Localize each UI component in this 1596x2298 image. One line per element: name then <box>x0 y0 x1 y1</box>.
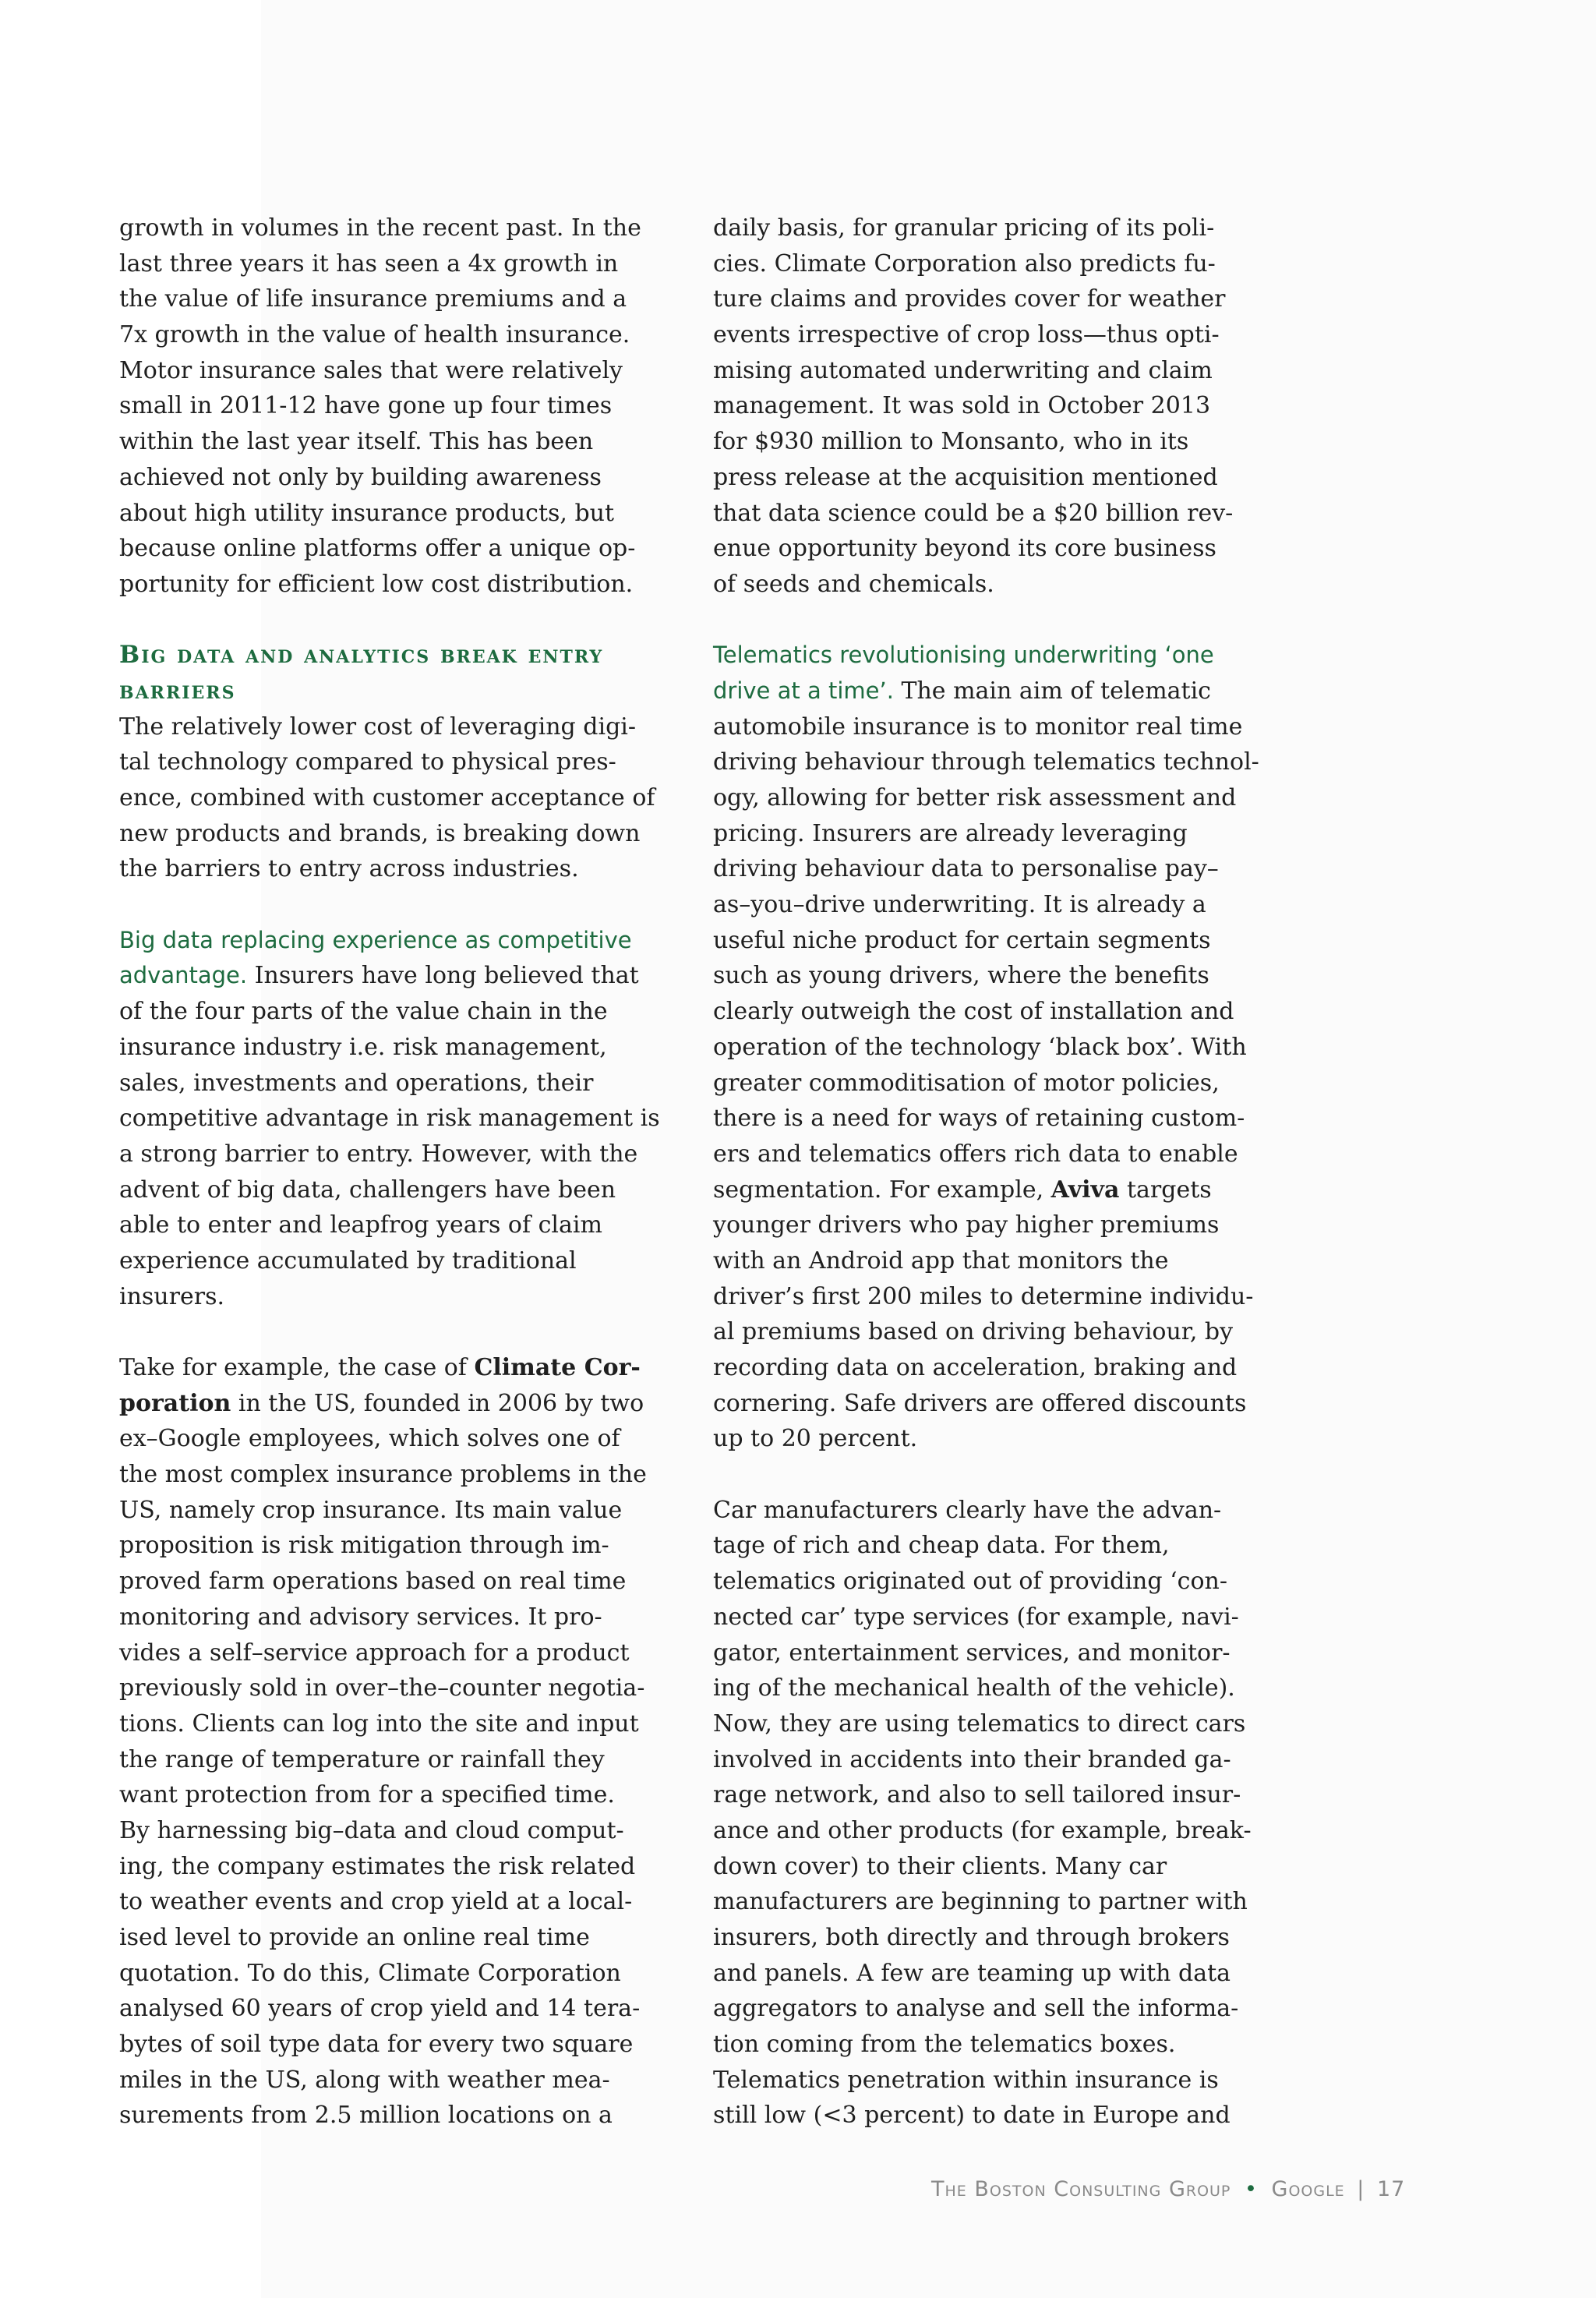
text-line <box>119 1350 688 1386</box>
text-line: of seeds and chemicals. <box>713 570 994 598</box>
text-line <box>119 1386 688 1422</box>
text-line: that data science could be a $20 billion rev- <box>713 499 1234 527</box>
text-fragment: Insurers have long believed that <box>247 962 639 990</box>
text-fragment: in the US, founded in 2006 by two <box>231 1389 644 1417</box>
text-line: ing of the mechanical health of the vehicle). <box>713 1674 1235 1702</box>
text-line: proved farm operations based on real time <box>119 1568 627 1596</box>
text-line: ogy, allowing for better risk assessment and <box>713 784 1237 811</box>
text-line: insurance industry i.e. risk management, <box>119 1033 607 1061</box>
paragraph-gap <box>119 603 688 638</box>
text-line <box>119 958 688 994</box>
left-paragraph-2 <box>119 709 688 887</box>
text-line: of the four parts of the value chain in the <box>119 998 608 1026</box>
subheading-tail: drive at a time’. <box>713 677 894 704</box>
text-line: press release at the acquisition mentioned <box>713 463 1218 491</box>
subheading-tail: advantage. <box>119 962 248 989</box>
company-name-bold: poration <box>119 1389 231 1417</box>
text-line: still low (<3 percent) to date in Europe and <box>713 2102 1231 2130</box>
left-column <box>119 210 688 2134</box>
text-line: cies. Climate Corporation also predicts fu- <box>713 249 1216 278</box>
text-line: the barriers to entry across industries. <box>119 855 579 883</box>
text-line: driver’s first 200 miles to determine individu- <box>713 1282 1254 1310</box>
text-fragment: Take for example, the case of <box>119 1354 475 1381</box>
text-line: up to 20 percent. <box>713 1425 918 1453</box>
paragraph-gap <box>119 887 688 923</box>
text-line: driving behaviour data to personalise pay– <box>713 855 1219 883</box>
text-line: tage of rich and cheap data. For them, <box>713 1532 1170 1560</box>
text-line: advent of big data, challengers have been <box>119 1176 616 1204</box>
text-line: younger drivers who pay higher premiums <box>713 1211 1220 1239</box>
right-paragraph-3 <box>713 1493 1282 2134</box>
text-line: Car manufacturers clearly have the advan- <box>713 1496 1222 1524</box>
text-line: driving behaviour through telematics technol- <box>713 748 1259 776</box>
text-line: to weather events and crop yield at a local- <box>119 1888 633 1916</box>
text-line: gator, entertainment services, and monitor- <box>713 1639 1231 1667</box>
text-line: ance and other products (for example, break- <box>713 1816 1252 1844</box>
footer-publisher: The Boston Consulting Group <box>931 2177 1231 2201</box>
text-line: automobile insurance is to monitor real time <box>713 712 1243 741</box>
text-line: vides a self–service approach for a product <box>119 1639 630 1667</box>
text-line: competitive advantage in risk management is <box>119 1105 660 1133</box>
heading-line: barriers <box>119 676 236 705</box>
text-line: the most complex insurance problems in the <box>119 1461 647 1489</box>
text-fragment: targets <box>1119 1176 1212 1204</box>
text-line: useful niche product for certain segments <box>713 926 1211 954</box>
text-line: tions. Clients can log into the site and input <box>119 1709 639 1738</box>
text-line: 7x growth in the value of health insurance. <box>119 321 630 349</box>
text-line: ised level to provide an online real time <box>119 1924 590 1951</box>
text-fragment: segmentation. For example, <box>713 1176 1051 1204</box>
text-line: Motor insurance sales that were relatively <box>119 356 623 384</box>
text-line: management. It was sold in October 2013 <box>713 392 1211 420</box>
company-name-bold: Climate Cor- <box>474 1354 641 1381</box>
text-line: proposition is risk mitigation through im- <box>119 1532 609 1560</box>
text-line: Now, they are using telematics to direct cars <box>713 1709 1246 1738</box>
text-line: pricing. Insurers are already leveraging <box>713 819 1188 847</box>
text-fragment: The main aim of telematic <box>893 677 1211 705</box>
text-line: recording data on acceleration, braking and <box>713 1354 1238 1381</box>
text-line: surements from 2.5 million locations on a <box>119 2102 613 2130</box>
text-line: miles in the US, along with weather mea- <box>119 2066 610 2094</box>
text-line: events irrespective of crop loss—thus opti- <box>713 321 1220 349</box>
left-paragraph-4 <box>119 1350 688 2134</box>
text-line: the value of life insurance premiums and a <box>119 285 627 313</box>
text-line: experience accumulated by traditional <box>119 1246 577 1275</box>
text-line <box>713 673 1282 709</box>
text-line: down cover) to their clients. Many car <box>713 1852 1167 1880</box>
text-line: within the last year itself. This has been <box>119 428 594 456</box>
text-line: ture claims and provides cover for weather <box>713 285 1226 313</box>
text-line: previously sold in over–the–counter negotia- <box>119 1674 645 1702</box>
bullet-icon: • <box>1244 2177 1258 2201</box>
text-line: quotation. To do this, Climate Corporation <box>119 1959 621 1987</box>
text-line: nected car’ type services (for example, navi- <box>713 1603 1239 1631</box>
text-line: cornering. Safe drivers are offered discounts <box>713 1389 1247 1417</box>
company-name-bold: Aviva <box>1050 1176 1120 1204</box>
text-line: as–you–drive underwriting. It is already a <box>713 891 1206 919</box>
paragraph-gap <box>119 1314 688 1350</box>
paragraph-gap <box>713 1457 1282 1493</box>
text-line: want protection from for a specified time. <box>119 1781 615 1809</box>
text-line <box>713 1172 1282 1208</box>
text-line: and panels. A few are teaming up with data <box>713 1959 1231 1987</box>
text-line: greater commoditisation of motor policies, <box>713 1069 1220 1097</box>
right-paragraph-2 <box>713 638 1282 1457</box>
text-line: because online platforms offer a unique op- <box>119 535 636 563</box>
text-line: new products and brands, is breaking down <box>119 819 641 847</box>
text-line: growth in volumes in the recent past. In the <box>119 214 641 242</box>
text-line: US, namely crop insurance. Its main value <box>119 1496 623 1524</box>
text-line: al premiums based on driving behaviour, by <box>713 1318 1234 1346</box>
text-line: manufacturers are beginning to partner with <box>713 1888 1248 1916</box>
text-line: ex–Google employees, which solves one of <box>119 1425 620 1453</box>
right-column <box>713 210 1282 2134</box>
text-line: The relatively lower cost of leveraging digi- <box>119 712 637 741</box>
text-line: for $930 million to Monsanto, who in its <box>713 428 1189 456</box>
paragraph-gap <box>713 603 1282 638</box>
footer-partner: Google <box>1271 2177 1345 2201</box>
text-line: tal technology compared to physical pres- <box>119 748 616 776</box>
text-line: bytes of soil type data for every two square <box>119 2031 634 2059</box>
page-number: 17 <box>1376 2177 1406 2201</box>
text-line: there is a need for ways of retaining custom- <box>713 1105 1245 1133</box>
left-paragraph-3 <box>119 923 688 1315</box>
text-line: ence, combined with customer acceptance of <box>119 784 655 811</box>
text-line: rage network, and also to sell tailored insur- <box>713 1781 1241 1809</box>
text-line: aggregators to analyse and sell the informa- <box>713 1995 1239 2023</box>
text-line: telematics originated out of providing ‘con- <box>713 1568 1227 1596</box>
subheading-line: Telematics revolutionising underwriting ‘one <box>713 642 1214 669</box>
heading-line: Big data and analytics break entry <box>119 641 604 670</box>
text-line: portunity for efficient low cost distribution. <box>119 570 634 598</box>
text-line: involved in accidents into their branded ga- <box>713 1745 1231 1773</box>
text-line: Telematics penetration within insurance is <box>713 2066 1219 2094</box>
right-paragraph-1 <box>713 210 1282 603</box>
text-line: mising automated underwriting and claim <box>713 356 1213 384</box>
text-line: tion coming from the telematics boxes. <box>713 2031 1176 2059</box>
text-line: achieved not only by building awareness <box>119 463 602 491</box>
page-footer <box>931 2177 1405 2201</box>
text-line: insurers, both directly and through brokers <box>713 1924 1230 1951</box>
text-line: By harnessing big–data and cloud comput- <box>119 1816 624 1844</box>
text-line: sales, investments and operations, their <box>119 1069 594 1097</box>
section-heading <box>119 638 688 709</box>
subheading-line: Big data replacing experience as competitive <box>119 926 632 953</box>
text-line: daily basis, for granular pricing of its poli- <box>713 214 1215 242</box>
text-line: about high utility insurance products, but <box>119 499 615 527</box>
text-line: last three years it has seen a 4x growth in <box>119 249 619 278</box>
text-line: insurers. <box>119 1282 224 1310</box>
text-line: monitoring and advisory services. It pro- <box>119 1603 602 1631</box>
text-line: operation of the technology ‘black box’. With <box>713 1033 1247 1061</box>
text-line: analysed 60 years of crop yield and 14 tera- <box>119 1995 641 2023</box>
text-line: a strong barrier to entry. However, with the <box>119 1140 638 1168</box>
footer-separator: | <box>1357 2177 1365 2201</box>
text-line: the range of temperature or rainfall they <box>119 1745 605 1773</box>
text-line: ing, the company estimates the risk related <box>119 1852 636 1880</box>
text-line: able to enter and leapfrog years of claim <box>119 1211 602 1239</box>
text-line: ers and telematics offers rich data to enable <box>713 1140 1238 1168</box>
text-line: small in 2011-12 have gone up four times <box>119 392 613 420</box>
left-paragraph-1 <box>119 210 688 603</box>
text-line: such as young drivers, where the benefits <box>713 962 1209 990</box>
text-line: enue opportunity beyond its core business <box>713 535 1216 563</box>
text-line: clearly outweigh the cost of installation and <box>713 998 1234 1026</box>
text-line: with an Android app that monitors the <box>713 1246 1169 1275</box>
